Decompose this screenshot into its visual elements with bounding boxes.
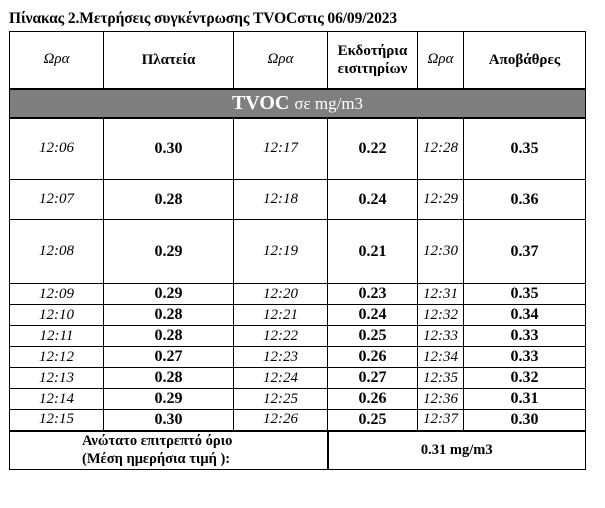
- table-row: [10, 368, 586, 389]
- table-row: [10, 326, 586, 347]
- table-row: [10, 347, 586, 368]
- time-cell: 12:15: [10, 410, 104, 431]
- value-cell: 0.22: [328, 118, 418, 180]
- time-cell: 12:25: [234, 389, 328, 410]
- time-cell: 12:28: [418, 118, 464, 180]
- time-cell: 12:12: [10, 347, 104, 368]
- table-row: [10, 389, 586, 410]
- value-cell: 0.27: [104, 347, 234, 368]
- header-platforms: Αποβάθρες: [464, 32, 586, 89]
- tvoc-unit: σε mg/m3: [294, 93, 364, 113]
- value-cell: 0.23: [328, 284, 418, 305]
- time-cell: 12:09: [10, 284, 104, 305]
- tvoc-band: [10, 89, 586, 118]
- limit-row: [10, 431, 586, 470]
- time-cell: 12:30: [418, 220, 464, 284]
- value-cell: 0.35: [464, 118, 586, 180]
- table-row: [10, 118, 586, 180]
- header-ticket-office: [328, 32, 418, 89]
- header-ticket-office-line2: εισιτηρίων: [337, 60, 408, 77]
- time-cell: 12:07: [10, 180, 104, 220]
- value-cell: 0.25: [328, 326, 418, 347]
- value-cell: 0.29: [104, 220, 234, 284]
- value-cell: 0.33: [464, 326, 586, 347]
- limit-label-line1: Ανώτατο επιτρεπτό όριο: [82, 433, 233, 450]
- value-cell: 0.28: [104, 326, 234, 347]
- value-cell: 0.32: [464, 368, 586, 389]
- tvoc-label: TVOC: [231, 91, 290, 114]
- time-cell: 12:10: [10, 305, 104, 326]
- header-time-2: Ωρα: [234, 32, 328, 89]
- value-cell: 0.33: [464, 347, 586, 368]
- time-cell: 12:35: [418, 368, 464, 389]
- value-cell: 0.26: [328, 389, 418, 410]
- time-cell: 12:06: [10, 118, 104, 180]
- time-cell: 12:18: [234, 180, 328, 220]
- value-cell: 0.35: [464, 284, 586, 305]
- time-cell: 12:14: [10, 389, 104, 410]
- time-cell: 12:24: [234, 368, 328, 389]
- value-cell: 0.28: [104, 180, 234, 220]
- time-cell: 12:21: [234, 305, 328, 326]
- time-cell: 12:37: [418, 410, 464, 431]
- time-cell: 12:29: [418, 180, 464, 220]
- table-row: [10, 180, 586, 220]
- table-row: [10, 305, 586, 326]
- time-cell: 12:19: [234, 220, 328, 284]
- header-time-1: Ωρα: [10, 32, 104, 89]
- header-time-3: Ωρα: [418, 32, 464, 89]
- time-cell: 12:26: [234, 410, 328, 431]
- value-cell: 0.28: [104, 368, 234, 389]
- time-cell: 12:34: [418, 347, 464, 368]
- value-cell: 0.34: [464, 305, 586, 326]
- time-cell: 12:17: [234, 118, 328, 180]
- value-cell: 0.21: [328, 220, 418, 284]
- value-cell: 0.30: [464, 410, 586, 431]
- table-caption: Πίνακας 2.Μετρήσεις συγκέντρωσης TVOCστις 06/09/2023: [9, 10, 398, 27]
- time-cell: 12:33: [418, 326, 464, 347]
- value-cell: 0.30: [104, 410, 234, 431]
- header-platform-square: Πλατεία: [104, 32, 234, 89]
- tvoc-table: [9, 31, 586, 470]
- value-cell: 0.29: [104, 284, 234, 305]
- value-cell: 0.24: [328, 305, 418, 326]
- time-cell: 12:20: [234, 284, 328, 305]
- table-row: [10, 284, 586, 305]
- value-cell: 0.24: [328, 180, 418, 220]
- value-cell: 0.25: [328, 410, 418, 431]
- value-cell: 0.31: [464, 389, 586, 410]
- table-row: [10, 410, 586, 431]
- value-cell: 0.28: [104, 305, 234, 326]
- time-cell: 12:08: [10, 220, 104, 284]
- header-row: [10, 32, 586, 89]
- time-cell: 12:32: [418, 305, 464, 326]
- value-cell: 0.29: [104, 389, 234, 410]
- table-row: [10, 220, 586, 284]
- limit-label: [10, 431, 328, 470]
- tvoc-band-row: [10, 89, 586, 118]
- time-cell: 12:31: [418, 284, 464, 305]
- value-cell: 0.27: [328, 368, 418, 389]
- value-cell: 0.30: [104, 118, 234, 180]
- time-cell: 12:11: [10, 326, 104, 347]
- time-cell: 12:23: [234, 347, 328, 368]
- value-cell: 0.36: [464, 180, 586, 220]
- time-cell: 12:36: [418, 389, 464, 410]
- limit-label-line2: (Μέση ημερήσια τιμή ):: [82, 451, 231, 468]
- header-ticket-office-line1: Εκδοτήρια: [337, 42, 408, 59]
- time-cell: 12:13: [10, 368, 104, 389]
- value-cell: 0.26: [328, 347, 418, 368]
- limit-value: 0.31 mg/m3: [328, 431, 586, 470]
- time-cell: 12:22: [234, 326, 328, 347]
- value-cell: 0.37: [464, 220, 586, 284]
